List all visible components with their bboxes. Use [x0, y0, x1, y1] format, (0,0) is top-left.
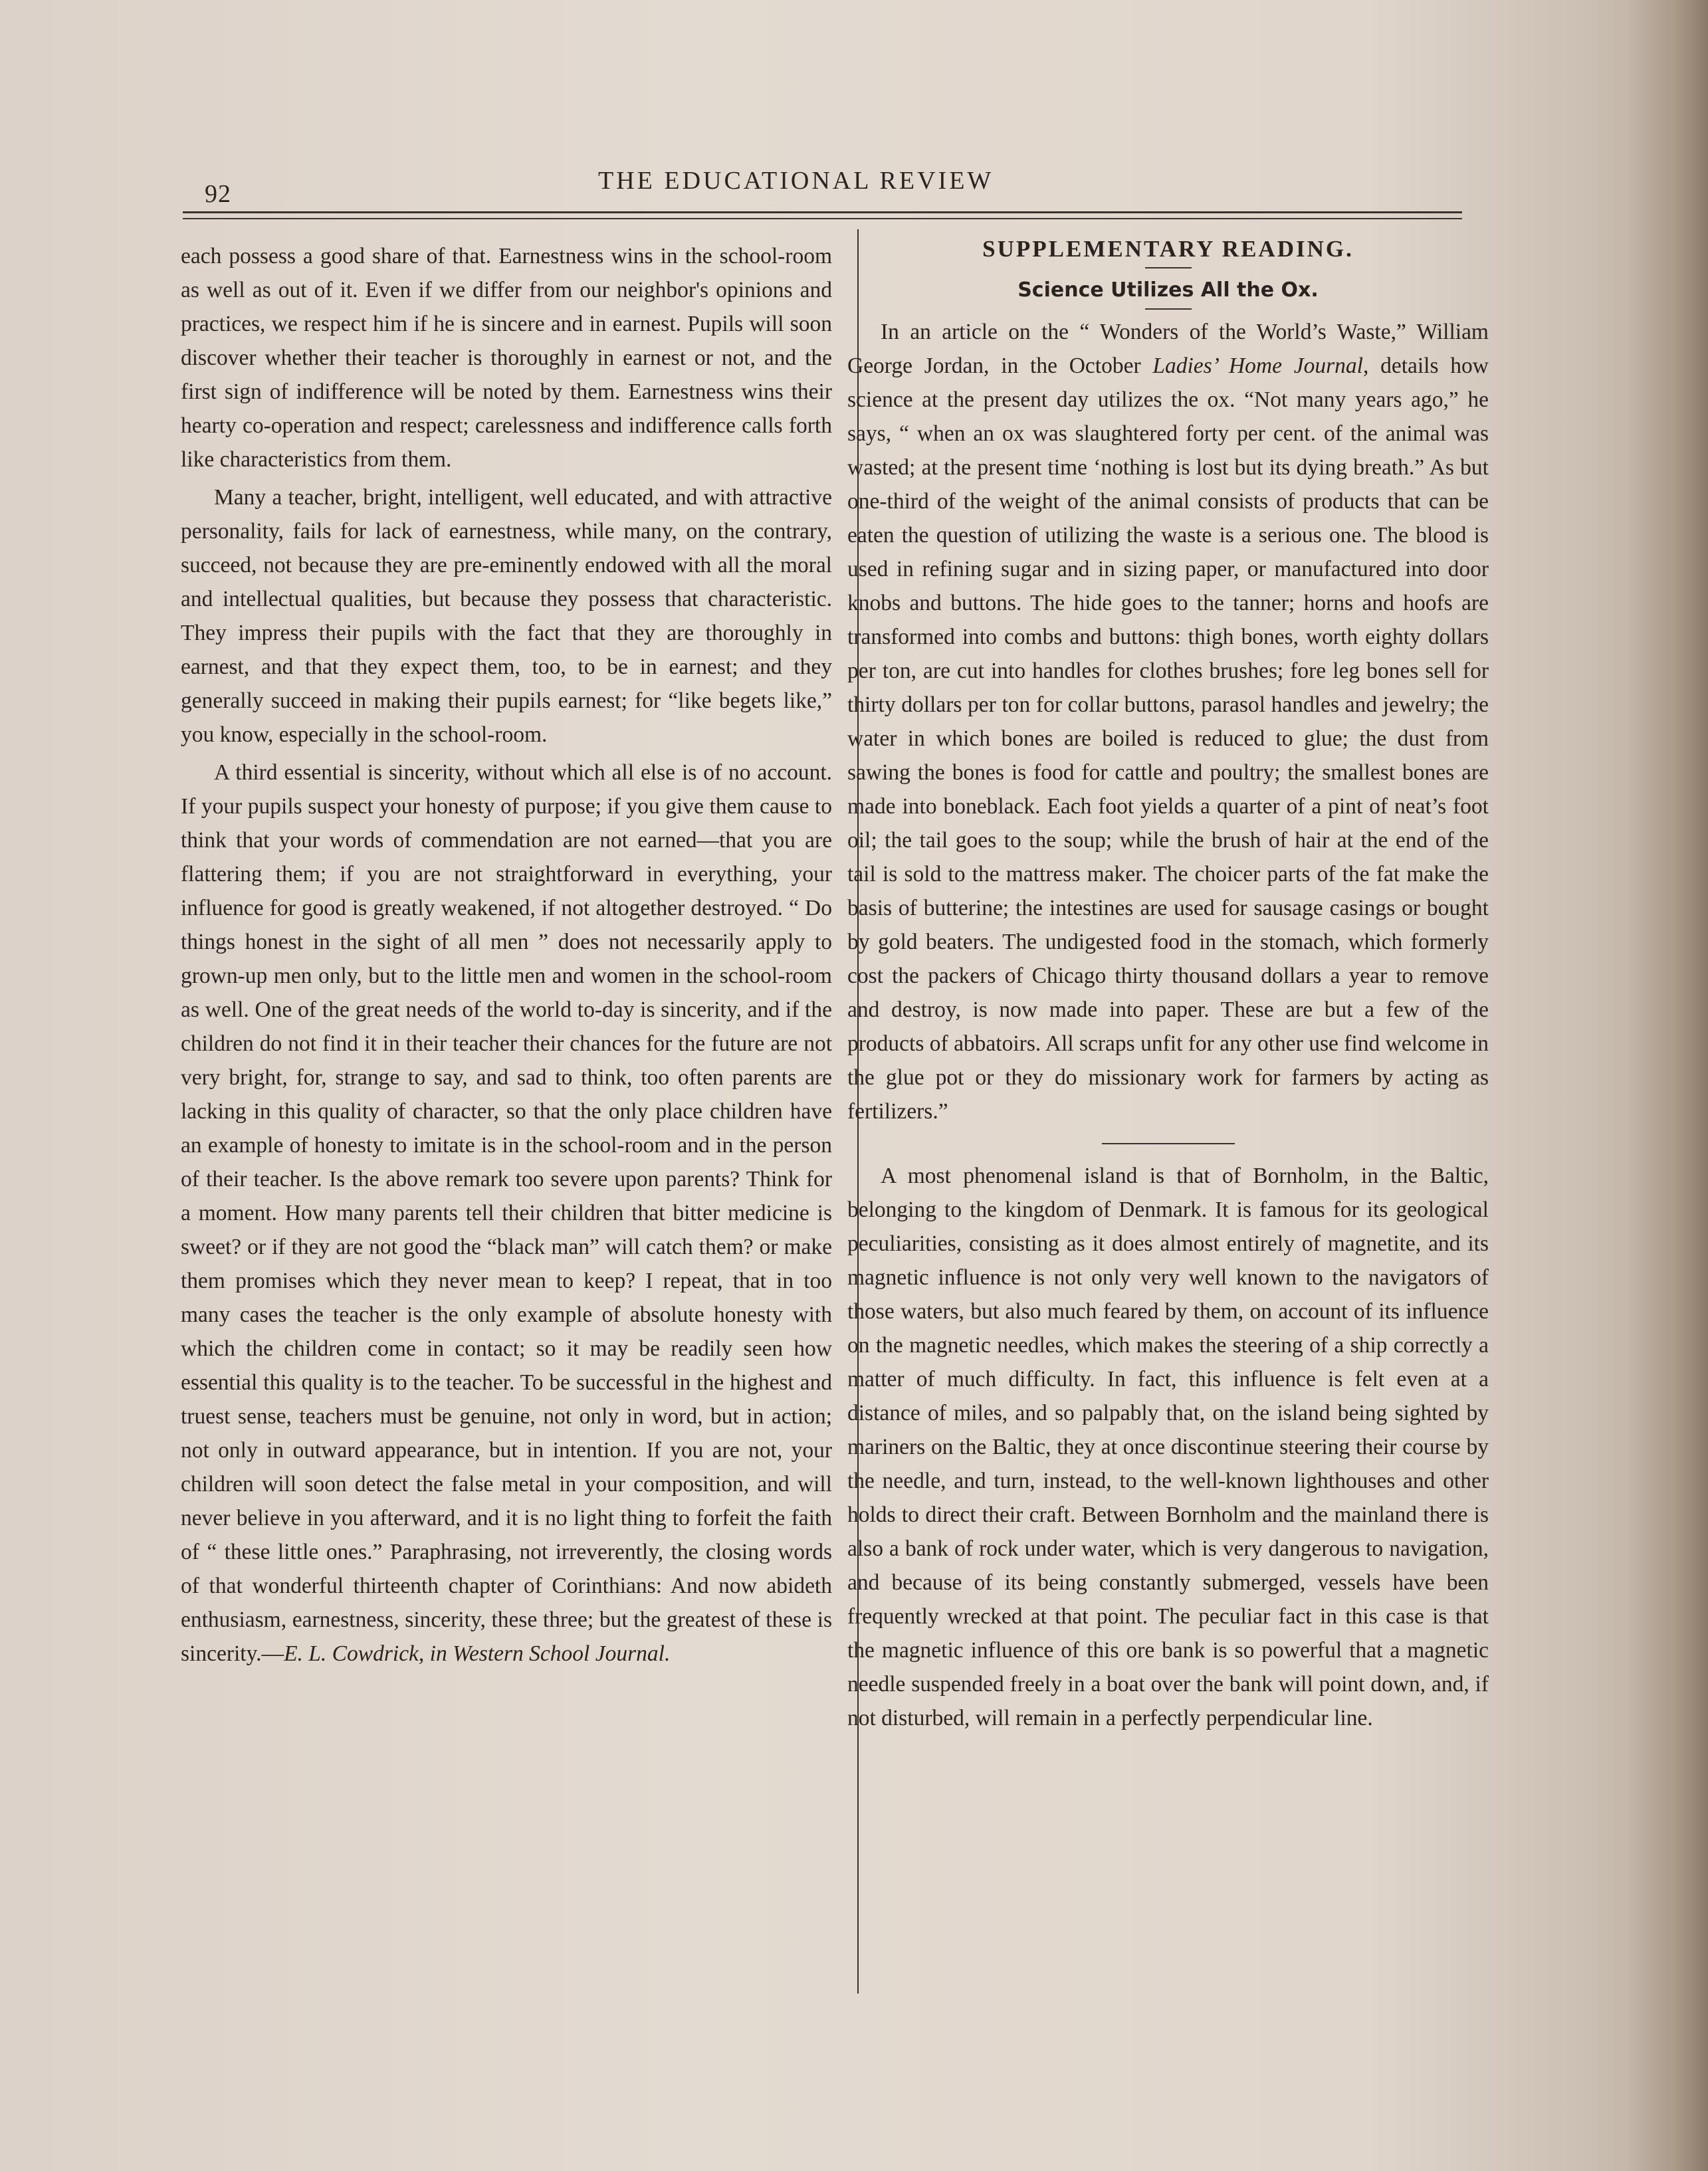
left-paragraph-3	[181, 756, 832, 1671]
header-rule	[183, 211, 1462, 213]
left-column	[181, 239, 832, 1671]
article-paragraph-start: In an article on the “ Wonders of the World’s Waste,” William George Jordan, in the October	[847, 320, 1489, 378]
article-paragraph	[847, 315, 1489, 1128]
binding-shadow	[1628, 0, 1708, 2171]
right-column	[847, 229, 1489, 1735]
header-rule-double	[183, 218, 1462, 219]
title-rule	[1145, 308, 1192, 310]
journal-title: THE EDUCATIONAL REVIEW	[598, 167, 994, 195]
article-source: Ladies’ Home Journal	[1152, 354, 1363, 378]
page-number: 92	[205, 180, 231, 208]
left-paragraph-3-text: A third essential is sincerity, without which all else is of no account. If your pupils suspect your honesty of purpose; if you give them cause to think that your words of commendation are not earned—that you are flattering them; if you are not straightforward in everything, your influence for good is greatly weakened, if not altogether destroyed. “ Do things honest in the sight of all men ” does not necessarily apply to grown-up men only, but to the little men and women in the school-room as well. One of the great needs of the world to-day is sincerity, and if the children do not find it in their teacher their chances for the future are not very bright, for, strange to say, and sad to think, too often parents are lacking in this quality of character, so that the only place children have an example of honesty to imitate is in the school-room and in the person of their teacher. Is the above remark too severe upon parents? Think for a moment. How many parents tell their children that bitter medicine is sweet? or if they are not good the “black man” will catch them? or make them promises which they never mean to keep? I repeat, that in too many cases the teacher is the only example of absolute honesty with which the children come in contact; so it may be readily seen how essential this quality is to the teacher. To be successful in the highest and truest sense, teachers must be genuine, not only in word, but in action; not only in outward appearance, but in intention. If you are not, your children will soon detect the false metal in your composition, and will never believe in you afterward, and it is no light thing to forfeit the faith of “ these little ones.” Paraphrasing, not irreverently, the closing words of that wonderful thirteenth chapter of Corinthians: And now abideth enthusiasm, earnestness, sincerity, these three; but the greatest of these is sincerity.—	[181, 760, 832, 1666]
page-header	[199, 159, 1462, 206]
article-paragraph-rest: , details how science at the present day utilizes the ox. “Not many years ago,” he says, “ when an ox was slaughtered forty per cent. of the animal was wasted; at the present time ‘nothing is lost but its dying breath.” As but one-third of the weight of the animal consists of products that can be eaten the question of utilizing the waste is a serious one. The blood is used in refining sugar and in sizing paper, or manufactured into door knobs and buttons. The hide goes to the tanner; horns and hoofs are transformed into combs and buttons: thigh bones, worth eighty dollars per ton, are cut into handles for clothes brushes; fore leg bones sell for thirty dollars per ton for collar buttons, parasol handles and jewelry; the water in which bones are boiled is reduced to glue; the dust from sawing the bones is food for cattle and poultry; the smallest bones are made into boneblack. Each foot yields a quarter of a pint of neat’s foot oil; the tail goes to the soup; while the brush of hair at the end of the tail is sold to the mattress maker. The choicer parts of the fat make the basis of butterine; the intestines are used for sausage casings or bought by gold beaters. The undigested food in the stomach, which formerly cost the packers of Chicago thirty thousand dollars a year to remove and destroy, is now made into paper. These are but a few of the products of abbatoirs. All scraps unfit for any other use find welcome in the glue pot or they do missionary work for farmers by acting as fertilizers.”	[847, 354, 1489, 1124]
heading-rule	[1145, 267, 1192, 268]
article-title: Science Utilizes All the Ox.	[1017, 278, 1319, 302]
section-heading: SUPPLEMENTARY READING.	[982, 236, 1354, 262]
island-paragraph: A most phenomenal island is that of Bornholm, in the Baltic, belonging to the kingdom of Denmark. It is famous for its geological peculiarities, consisting as it does almost entirely of magnetite, and its magnetic influence is not only very well known to the navigators of those waters, but also much feared by them, on account of its influence on the magnetic needles, which makes the steering of a ship correctly a matter of much difficulty. In fact, this influence is felt even at a distance of miles, and so palpably that, on the island being sighted by mariners on the Baltic, they at once discontinue steering their course by the needle, and turn, instead, to the well-known lighthouses and other holds to direct their craft. Between Bornholm and the mainland there is also a bank of rock under water, which is very dangerous to navigation, and because of its being constantly submerged, vessels have been frequently wrecked at that point. The peculiar fact in this case is that the magnetic influence of this ore bank is so powerful that a magnetic needle suspended freely in a boat over the bank will point down, and, if not disturbed, will remain in a perfectly perpendicular line.	[847, 1164, 1489, 1730]
attribution: E. L. Cowdrick, in Western School Journal.	[284, 1641, 671, 1666]
left-paragraph-1: each possess a good share of that. Earnestness wins in the school-room as well as out of it. Even if we differ from our neighbor's opinions and practices, we respect him if he is sincere and in earnest. Pupils will soon discover whether their teacher is thoroughly in earnest or not, and the first sign of indifference will be noted by them. Earnestness wins their hearty co-operation and respect; carelessness and indifference calls forth like characteristics from them.	[181, 244, 832, 472]
left-paragraph-2: Many a teacher, bright, intelligent, well educated, and with attractive personality, fails for lack of earnestness, while many, on the contrary, succeed, not because they are pre-eminently endowed with all the moral and intellectual qualities, but because they possess that characteristic. They impress their pupils with the fact that they are thoroughly in earnest, and that they expect them, too, to be in earnest; and they generally succeed in making their pupils earnest; for “like begets like,” you know, especially in the school-room.	[181, 485, 832, 747]
section-divider	[1102, 1143, 1235, 1144]
